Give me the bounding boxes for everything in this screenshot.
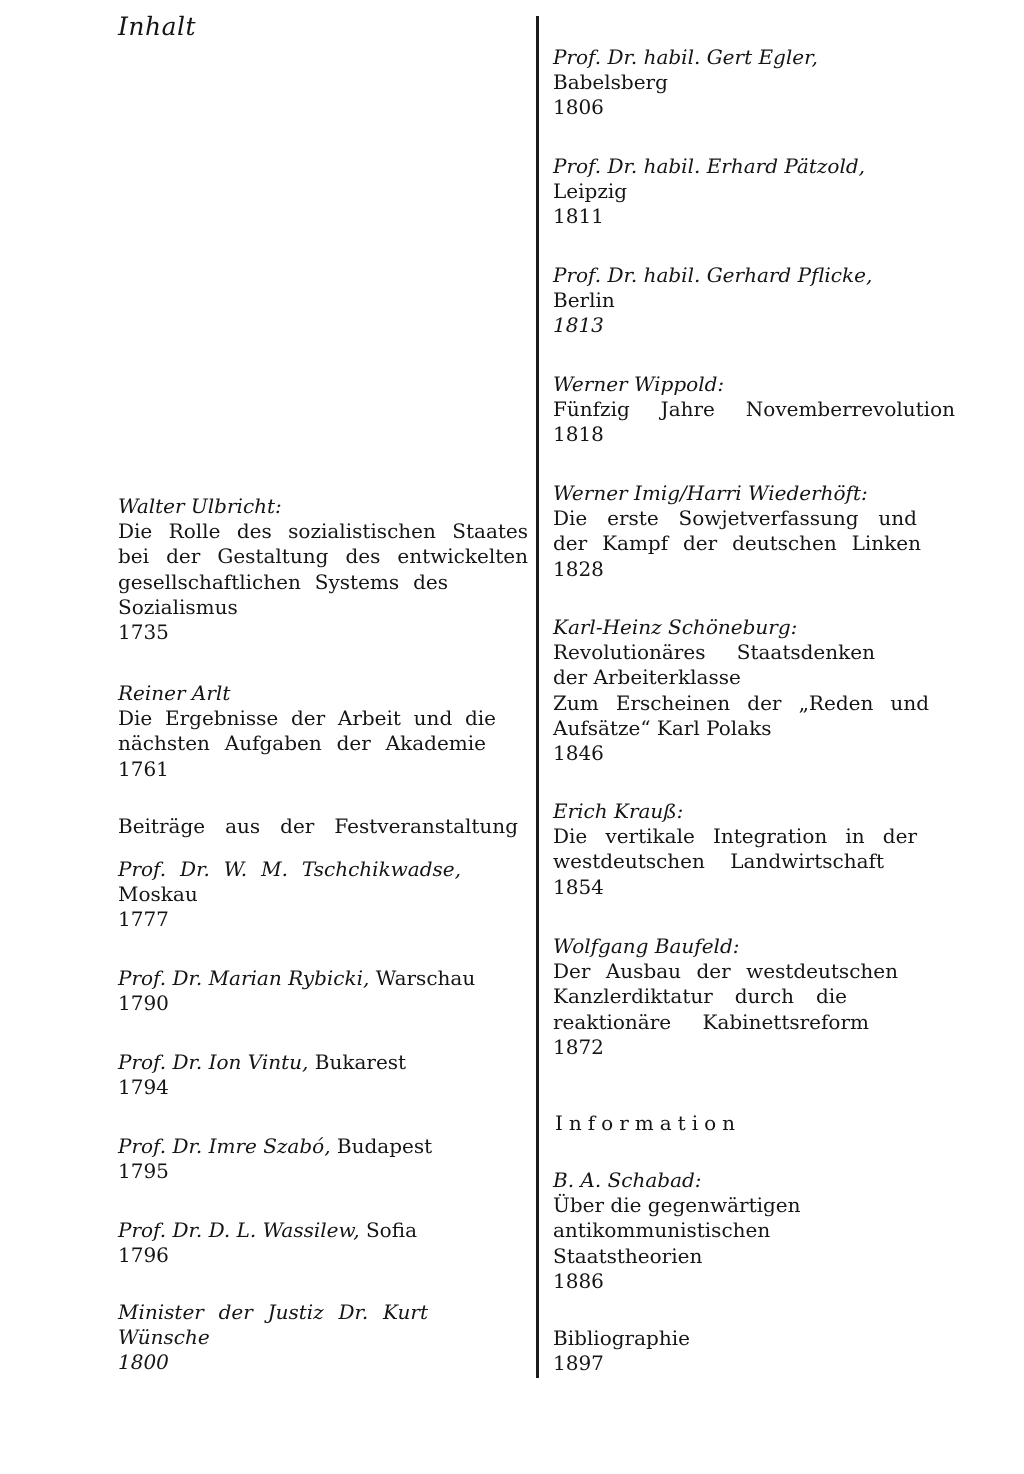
entry-author: Reiner Arlt [118,681,231,705]
toc-entry-arlt[interactable] [118,681,528,782]
toc-entry-schabad[interactable] [553,1168,973,1294]
entry-author: B. A. Schabad: [553,1168,702,1192]
page-title: Inhalt [118,12,197,41]
entry-title-line: Die vertikale Integration in der [553,824,917,849]
entry-location: Bukarest [314,1050,407,1074]
page-number: 1828 [553,556,604,581]
entry-location: Sofia [365,1218,417,1242]
entry-title-line: Staatstheorien [553,1243,703,1268]
entry-title-line: gesellschaftlichen Systems des [118,569,448,594]
toc-entry-szabo[interactable] [118,1134,528,1184]
entry-title-line: reaktionäre Kabinettsreform [553,1009,869,1034]
page-number: 1818 [553,422,604,447]
page-number: 1897 [553,1351,604,1376]
page-number: 1795 [118,1159,169,1184]
toc-entry-tschchikwadse[interactable] [118,857,528,933]
entry-location: Babelsberg [553,70,668,95]
entry-author: Erich Krauß: [553,799,684,823]
page-number: 1794 [118,1075,169,1100]
page-number: 1735 [118,620,169,645]
entry-author: Prof. Dr. habil. Gerhard Pflicke, [553,263,873,287]
toc-entry-imig-wiederhoeft[interactable] [553,481,973,582]
page-number: 1886 [553,1268,604,1293]
page-number: 1806 [553,95,604,120]
toc-entry-ulbricht[interactable] [118,494,528,645]
entry-author: Walter Ulbricht: [118,494,282,518]
section-heading-festveranstaltung: Beiträge aus der Festveranstaltung [118,814,518,838]
page-number: 1811 [553,204,604,229]
entry-title-line: Revolutionäres Staatsdenken [553,640,875,665]
entry-title-line: bei der Gestaltung des entwickelten [118,544,528,569]
page-number: 1872 [553,1034,604,1059]
entry-location: Warschau [375,966,476,990]
page-number: 1813 [553,313,604,338]
toc-entry-bibliographie[interactable] [553,1326,973,1376]
entry-title-line: Zum Erscheinen der „Reden und [553,690,929,715]
entry-author: Prof. Dr. Marian Rybicki, [118,966,370,990]
entry-title-line: Über die gegenwärtigen [553,1193,801,1218]
page-number: 1761 [118,756,169,781]
entry-author: Werner Wippold: [553,372,725,396]
page-number: 1854 [553,874,604,899]
toc-entry-wassilew[interactable] [118,1218,528,1268]
page-number: 1790 [118,991,169,1016]
page-number: 1800 [118,1350,169,1375]
entry-title-line: nächsten Aufgaben der Akademie [118,731,486,756]
entry-title-line: Fünfzig Jahre Novemberrevolution [553,397,955,422]
entry-author: Karl-Heinz Schöneburg: [553,615,798,639]
toc-entry-vintu[interactable] [118,1050,528,1100]
toc-entry-pflicke[interactable] [553,263,973,339]
page-number: 1777 [118,907,169,932]
page-number: 1846 [553,741,604,766]
toc-entry-paetzold[interactable] [553,154,973,230]
toc-entry-schoeneburg[interactable] [553,615,973,766]
toc-entry-rybicki[interactable] [118,966,528,1016]
entry-title-line: Sozialismus [118,594,238,619]
section-heading-information: Information [555,1111,742,1135]
entry-title-line: Die erste Sowjetverfassung und [553,506,917,531]
entry-author: Werner Imig/Harri Wiederhöft: [553,481,868,505]
entry-author: Prof. Dr. habil. Erhard Pätzold, [553,154,866,178]
entry-location: Leipzig [553,179,628,204]
entry-title-line: Die Rolle des sozialistischen Staates [118,519,528,544]
bibliography-label: Bibliographie [553,1326,690,1350]
entry-author: Prof. Dr. habil. Gert Egler, [553,45,818,69]
entry-title-line: der Kampf der deutschen Linken [553,531,921,556]
entry-author-line: Wünsche [118,1325,210,1350]
entry-title-line: der Arbeiterklasse [553,665,741,690]
entry-location: Moskau [118,882,198,907]
toc-entry-baufeld[interactable] [553,934,973,1060]
entry-title-line: Aufsätze“ Karl Polaks [553,715,772,740]
entry-author: Prof. Dr. Imre Szabó, [118,1134,331,1158]
entry-location: Berlin [553,288,615,313]
entry-author: Prof. Dr. W. M. Tschchikwadse, [118,857,461,881]
entry-author: Prof. Dr. Ion Vintu, [118,1050,309,1074]
entry-author: Wolfgang Baufeld: [553,934,740,958]
entry-author: Prof. Dr. D. L. Wassilew, [118,1218,360,1242]
entry-title-line: westdeutschen Landwirtschaft [553,849,884,874]
toc-entry-krauss[interactable] [553,799,973,900]
toc-entry-wuensche[interactable] [118,1300,528,1376]
column-divider [536,16,539,1378]
entry-title-line: antikommunistischen [553,1218,771,1243]
toc-entry-egler[interactable] [553,45,973,121]
entry-author-line: Minister der Justiz Dr. Kurt [118,1300,428,1324]
entry-title-line: Die Ergebnisse der Arbeit und die [118,706,496,731]
entry-location: Budapest [336,1134,433,1158]
page-number: 1796 [118,1243,169,1268]
toc-entry-wippold[interactable] [553,372,973,448]
entry-title-line: Der Ausbau der westdeutschen [553,959,898,984]
entry-title-line: Kanzlerdiktatur durch die [553,984,847,1009]
